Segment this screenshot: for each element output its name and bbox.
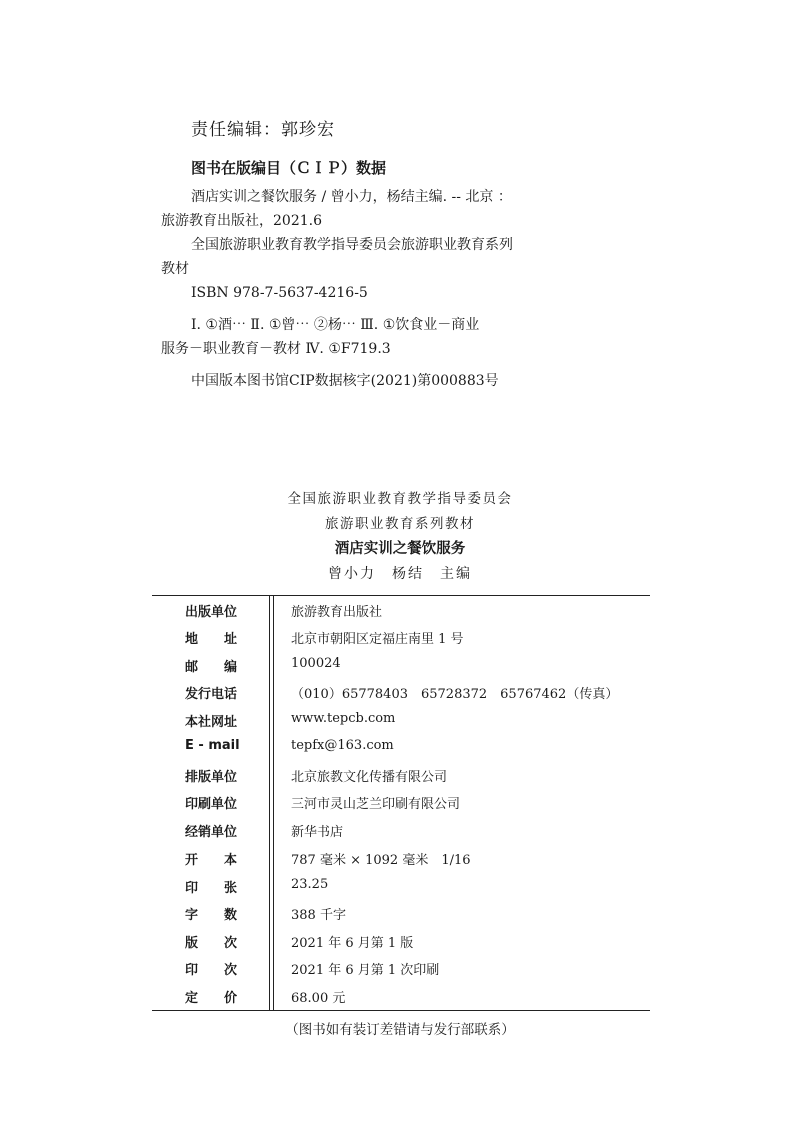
authors: 曾小力 杨结 主编 [328, 566, 472, 582]
cip-title: 图书在版编目（ＣＩＰ）数据 [191, 159, 387, 177]
row-value: 新华书店 [291, 825, 344, 840]
row-value: 2021 年 6 月第 1 次印刷 [291, 963, 440, 978]
row-value: 100024 [291, 656, 341, 671]
row-key: 字 数 [185, 908, 238, 923]
top-rule [152, 595, 650, 596]
row-key: E - mail [185, 738, 240, 753]
colophon-row [152, 928, 650, 956]
cip-isbn: ISBN 978-7-5637-4216-5 [191, 285, 368, 301]
row-key: 发行电话 [185, 687, 238, 702]
series-subtitle: 旅游职业教育系列教材 [325, 516, 475, 532]
binding-error-note: （图书如有装订差错请与发行部联系） [285, 1022, 515, 1038]
row-value: 北京旅教文化传播有限公司 [291, 770, 448, 785]
cip-classification: Ⅰ. ①酒⋯ Ⅱ. ①曾⋯ ②杨⋯ Ⅲ. ①饮食业－商业 [191, 317, 480, 333]
cip-record-number: 中国版本图书馆CIP数据核字(2021)第000883号 [191, 373, 499, 389]
row-key: 版 次 [185, 936, 238, 951]
colophon-row [152, 762, 650, 790]
row-key: 定 价 [185, 991, 238, 1006]
row-key: 经销单位 [185, 825, 238, 840]
row-value: （010）65778403 65728372 65767462（传真） [291, 687, 619, 702]
cip-line: 旅游教育出版社，2021.6 [161, 213, 322, 229]
colophon-row [152, 597, 650, 625]
row-value: 旅游教育出版社 [291, 605, 383, 620]
colophon-row [152, 955, 650, 983]
colophon-row [152, 652, 650, 680]
colophon-row [152, 900, 650, 928]
cip-line: 教材 [161, 261, 189, 277]
cip-line: 酒店实训之餐饮服务 / 曾小力，杨结主编. -- 北京 ： [191, 189, 512, 205]
row-key: 印刷单位 [185, 797, 238, 812]
row-value: 388 千字 [291, 908, 346, 923]
row-value: 北京市朝阳区定福庄南里 1 号 [291, 632, 464, 647]
row-key: 邮 编 [185, 660, 238, 675]
row-key: 本社网址 [185, 715, 238, 730]
colophon-row [152, 707, 650, 735]
cip-line: 全国旅游职业教育教学指导委员会旅游职业教育系列 [191, 237, 513, 253]
row-value: 787 毫米 × 1092 毫米 1/16 [291, 853, 471, 868]
row-key: 印 张 [185, 881, 238, 896]
row-key: 排版单位 [185, 770, 238, 785]
colophon-row [152, 789, 650, 817]
colophon-row [152, 817, 650, 845]
row-value: 2021 年 6 月第 1 版 [291, 936, 414, 951]
row-value: 三河市灵山芝兰印刷有限公司 [291, 797, 461, 812]
row-key: 地 址 [185, 632, 238, 647]
book-title: 酒店实训之餐饮服务 [334, 541, 466, 557]
row-key: 出版单位 [185, 605, 238, 620]
colophon-row [152, 845, 650, 873]
colophon-row [152, 734, 650, 762]
cip-classification: 服务－职业教育－教材 Ⅳ. ①F719.3 [161, 341, 391, 357]
row-key: 印 次 [185, 963, 238, 978]
colophon-row [152, 983, 650, 1011]
series-name: 全国旅游职业教育教学指导委员会 [287, 491, 513, 507]
responsible-editor: 责任编辑：郭珍宏 [191, 120, 335, 140]
row-value: 23.25 [291, 877, 329, 892]
bottom-rule [152, 1010, 650, 1011]
row-key: 开 本 [185, 853, 238, 868]
email: tepfx@163.com [291, 738, 394, 753]
price: 68.00 元 [291, 991, 346, 1006]
colophon-row [152, 873, 650, 901]
website: www.tepcb.com [291, 711, 396, 726]
colophon-row [152, 679, 650, 707]
colophon-row [152, 624, 650, 652]
